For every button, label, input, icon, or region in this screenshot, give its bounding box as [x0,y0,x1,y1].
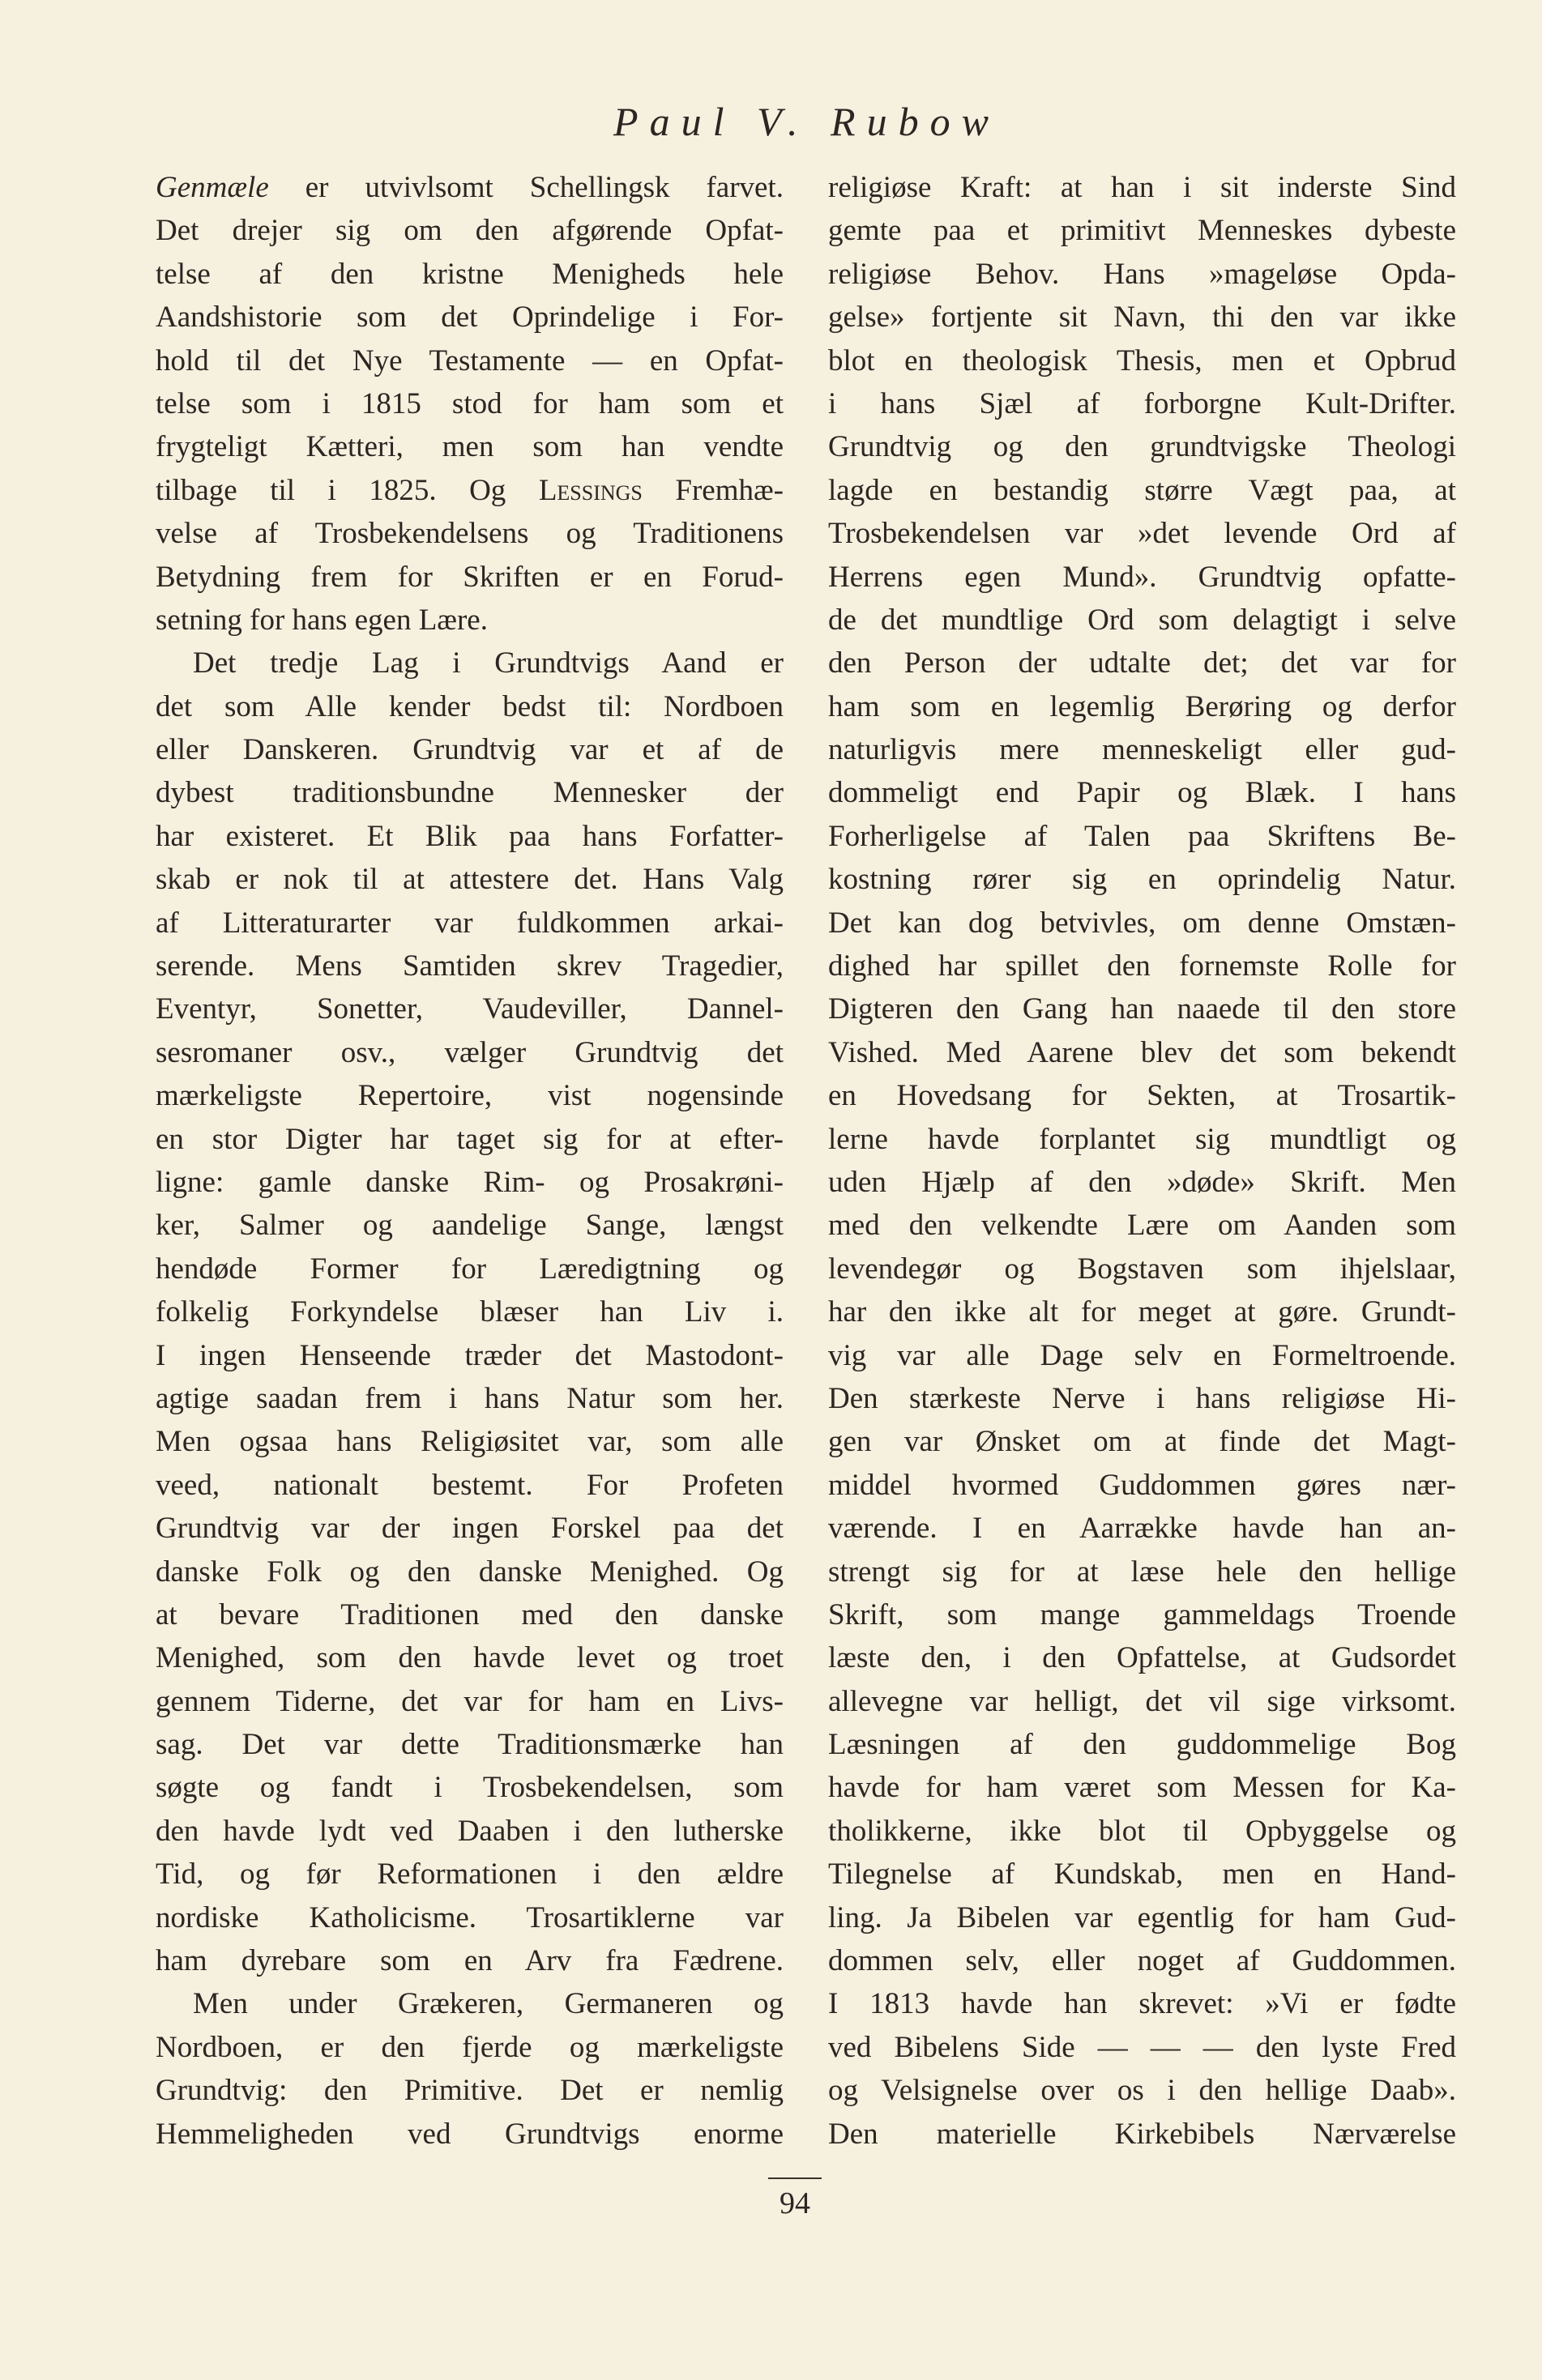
text-line: med den velkendte Lære om Aanden som [828,1209,1456,1243]
text-line: danske Folk og den danske Menighed. Og [156,1555,784,1589]
text-line: dommen selv, eller noget af Guddommen. [828,1944,1456,1978]
text-line: veed, nationalt bestemt. For Profeten [156,1468,784,1502]
text-line: ker, Salmer og aandelige Sange, længst [156,1209,784,1243]
text-line: Tid, og før Reformationen i den ældre [156,1858,784,1892]
text-line: gelse» fortjente sit Navn, thi den var ikke [828,301,1456,335]
text-line: Betydning frem for Skriften er en Forud- [156,560,784,594]
text-line: Skrift, som mange gammeldags Troende [828,1597,1456,1631]
text-line: de det mundtlige Ord som delagtigt i selve [828,603,1456,637]
text-line: Menighed, som den havde levet og troet [156,1641,784,1675]
small-caps-name: Lessings [538,473,643,507]
text-line: hendøde Former for Læredigtning og [156,1252,784,1286]
text-line: Den stærkeste Nerve i hans religiøse Hi- [828,1381,1456,1415]
text-segment: Fremhæ- [642,473,784,507]
text-line: Grundtvig var der ingen Forskel paa det [156,1512,784,1546]
text-line: blot en theologisk Thesis, men et Opbrud [828,343,1456,377]
text-line: frygteligt Kætteri, men som han vendte [156,430,784,464]
text-line: I 1813 havde han skrevet: »Vi er fødte [828,1987,1456,2021]
text-line: lerne havde forplantet sig mundtligt og [828,1122,1456,1156]
text-line: serende. Mens Samtiden skrev Tragedier, [156,949,784,983]
text-line: Nordboen, er den fjerde og mærkeligste [156,2030,784,2064]
text-line: har den ikke alt for meget at gøre. Grundt- [828,1295,1456,1329]
text-line: Læsningen af den guddommelige Bog [828,1728,1456,1762]
text-line: naturligvis mere menneskeligt eller gud- [828,733,1456,767]
text-line: Herrens egen Mund». Grundtvig opfatte- [828,560,1456,594]
text-line: søgte og fandt i Trosbekendelsen, som [156,1771,784,1805]
text-line: vig var alle Dage selv en Formeltroende. [828,1338,1456,1372]
text-line: Men ogsaa hans Religiøsitet var, som alle [156,1425,784,1459]
text-line: ligne: gamle danske Rim- og Prosakrøni- [156,1165,784,1199]
page-number-rule [768,2177,822,2179]
text-line: levendegør og Bogstaven som ihjelslaar, [828,1252,1456,1286]
text-line: mærkeligste Repertoire, vist nogensinde [156,1079,784,1113]
text-line: agtige saadan frem i hans Natur som her. [156,1381,784,1415]
text-segment: tilbage til i 1825. Og [156,473,539,507]
text-line: Det kan dog betvivles, om denne Omstæn- [828,906,1456,940]
text-line: og Velsignelse over os i den hellige Daab». [828,2074,1456,2108]
text-line: Aandshistorie som det Oprindelige i For- [156,301,784,335]
text-line: en Hovedsang for Sekten, at Trosartik- [828,1079,1456,1113]
text-line: telse som i 1815 stod for ham som et [156,386,784,420]
text-line: uden Hjælp af den »døde» Skrift. Men [828,1165,1456,1199]
text-line: Det drejer sig om den afgørende Opfat- [156,214,784,248]
text-line: I ingen Henseende træder det Mastodont- [156,1338,784,1372]
text-line: hold til det Nye Testamente — en Opfat- [156,343,784,377]
text-line: Eventyr, Sonetter, Vaudeviller, Dannel- [156,992,784,1026]
text-line: værende. I en Aarrække havde han an- [828,1512,1456,1546]
text-line: dighed har spillet den fornemste Rolle for [828,949,1456,983]
text-line: har existeret. Et Blik paa hans Forfatter- [156,819,784,853]
text-line: den havde lydt ved Daaben i den lutherske [156,1814,784,1848]
text-line: sag. Det var dette Traditionsmærke han [156,1728,784,1762]
text-line: Trosbekendelsen var »det levende Ord af [828,517,1456,551]
text-line: Hemmeligheden ved Grundtvigs enorme [156,2117,784,2151]
text-line: gennem Tiderne, det var for ham en Livs- [156,1684,784,1718]
text-column-right [828,166,1456,2156]
text-line: en stor Digter har taget sig for at efter- [156,1122,784,1156]
text-line: middel hvormed Guddommen gøres nær- [828,1468,1456,1502]
text-line: dybest traditionsbundne Mennesker der [156,776,784,810]
text-line: setning for hans egen Lære. [156,603,488,637]
text-line: Grundtvig og den grundtvigske Theologi [828,430,1456,464]
text-segment: er utvivlsomt Schellingsk farvet. [268,171,784,204]
text-line: Digteren den Gang han naaede til den store [828,992,1456,1026]
text-line: ham som en legemlig Berøring og derfor [828,689,1456,723]
text-line: Vished. Med Aarene blev det som bekendt [828,1035,1456,1069]
text-line: dommeligt end Papir og Blæk. I hans [828,776,1456,810]
text-line: Grundtvig: den Primitive. Det er nemlig [156,2074,784,2108]
text-line: det som Alle kender bedst til: Nordboen [156,689,784,723]
text-line: folkelig Forkyndelse blæser han Liv i. [156,1295,784,1329]
text-line: religiøse Kraft: at han i sit inderste Sind [828,171,1456,204]
text-line: i hans Sjæl af forborgne Kult-Drifter. [828,386,1456,420]
text-line: den Person der udtalte det; det var for [828,646,1456,680]
text-line [156,166,784,209]
text-line: læste den, i den Opfattelse, at Gudsordet [828,1641,1456,1675]
text-line: skab er nok til at attestere det. Hans Valg [156,863,784,897]
text-line: strengt sig for at læse hele den hellige [828,1555,1456,1589]
text-line: havde for ham været som Messen for Ka- [828,1771,1456,1805]
text-line: at bevare Traditionen med den danske [156,1597,784,1631]
text-line: gemte paa et primitivt Menneskes dybeste [828,214,1456,248]
text-line: Men under Grækeren, Germaneren og [193,1987,784,2021]
text-line: Forherligelse af Talen paa Skriftens Be- [828,819,1456,853]
text-line: allevegne var helligt, det vil sige virksomt. [828,1684,1456,1718]
text-line: eller Danskeren. Grundtvig var et af de [156,733,784,767]
text-line: ved Bibelens Side — — — den lyste Fred [828,2030,1456,2064]
text-line: lagde en bestandig større Vægt paa, at [828,473,1456,507]
text-line: gen var Ønsket om at finde det Magt- [828,1425,1456,1459]
italic-text: Genmæle [156,171,269,204]
text-line: ham dyrebare som en Arv fra Fædrene. [156,1944,784,1978]
text-line: tholikkerne, ikke blot til Opbyggelse og [828,1814,1456,1848]
text-line: Det tredje Lag i Grundtvigs Aand er [193,646,784,680]
text-line: Tilegnelse af Kundskab, men en Hand- [828,1858,1456,1892]
text-column-left [156,166,784,2156]
text-line: ling. Ja Bibelen var egentlig for ham Gud- [828,1900,1456,1934]
text-line: sesromaner osv., vælger Grundtvig det [156,1035,784,1069]
text-line: telse af den kristne Menigheds hele [156,257,784,291]
text-line: af Litteraturarter var fuldkommen arkai- [156,906,784,940]
page-number: 94 [780,2186,810,2220]
text-line: Den materielle Kirkebibels Nærværelse [828,2117,1456,2151]
text-line [156,469,784,512]
text-line: nordiske Katholicisme. Trosartiklerne var [156,1900,784,1934]
text-line: velse af Trosbekendelsens og Traditionens [156,517,784,551]
text-line: religiøse Behov. Hans »mageløse Opda- [828,257,1456,291]
running-head-author: Paul V. Rubow [613,99,1000,144]
text-line: kostning rører sig en oprindelig Natur. [828,863,1456,897]
